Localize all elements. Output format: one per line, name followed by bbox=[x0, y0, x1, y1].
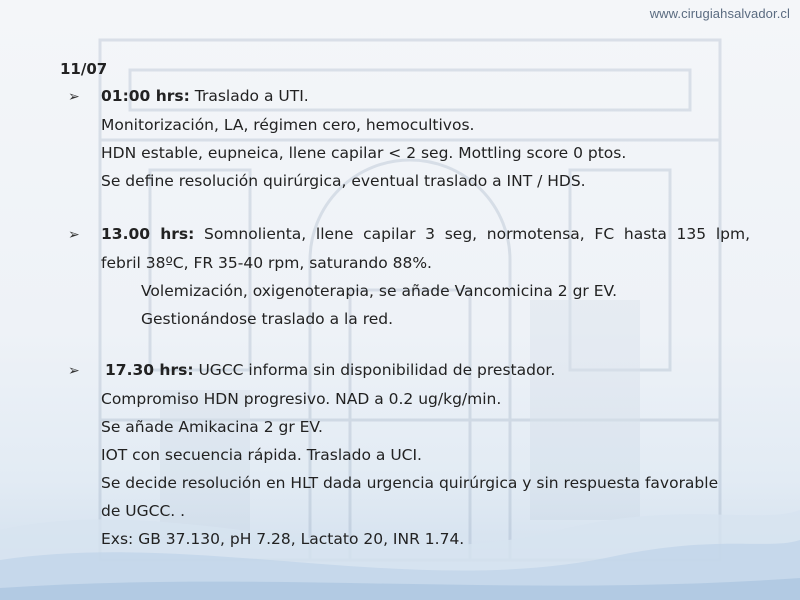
entry-line: de UGCC. . bbox=[101, 502, 186, 520]
entry-line: Monitorización, LA, régimen cero, hemocultivos. bbox=[101, 116, 475, 134]
entry-line: Exs: GB 37.130, pH 7.28, Lactato 20, INR 1.74. bbox=[101, 530, 465, 548]
entry-line: febril 38ºC, FR 35-40 rpm, saturando 88%. bbox=[101, 254, 432, 272]
arrow-bullet-icon: ➢ bbox=[68, 227, 80, 243]
entry-line: Se decide resolución en HLT dada urgencia quirúrgica y sin respuesta favorable bbox=[101, 474, 719, 492]
date-heading: 11/07 bbox=[60, 60, 108, 78]
entry-1300 bbox=[68, 220, 750, 333]
arrow-bullet-icon: ➢ bbox=[68, 89, 80, 105]
entry-line: IOT con secuencia rápida. Traslado a UCI. bbox=[101, 446, 422, 464]
entry-0100 bbox=[68, 82, 750, 195]
entry-line: HDN estable, eupneica, llene capilar < 2 seg. Mottling score 0 ptos. bbox=[101, 144, 627, 162]
site-watermark: www.cirugiahsalvador.cl bbox=[649, 6, 790, 21]
arrow-bullet-icon: ➢ bbox=[68, 363, 80, 379]
entry-line: Compromiso HDN progresivo. NAD a 0.2 ug/kg/min. bbox=[101, 390, 502, 408]
entry-headline: Somnolienta, llene capilar 3 seg, normotensa, FC hasta 135 lpm, bbox=[194, 225, 750, 243]
entry-line: Volemización, oxigenoterapia, se añade Vancomicina 2 gr EV. bbox=[141, 282, 618, 300]
entry-time: 01:00 hrs: bbox=[101, 87, 190, 105]
entry-1730 bbox=[68, 356, 750, 553]
entry-headline: Traslado a UTI. bbox=[189, 87, 309, 105]
entry-time: 17.30 hrs: bbox=[105, 361, 194, 379]
entry-time: 13.00 hrs: bbox=[101, 225, 195, 243]
entry-line: Gestionándose traslado a la red. bbox=[141, 310, 394, 328]
entry-line: Se define resolución quirúrgica, eventual traslado a INT / HDS. bbox=[101, 172, 586, 190]
entry-headline: UGCC informa sin disponibilidad de prestador. bbox=[193, 361, 556, 379]
entry-line: Se añade Amikacina 2 gr EV. bbox=[101, 418, 323, 436]
